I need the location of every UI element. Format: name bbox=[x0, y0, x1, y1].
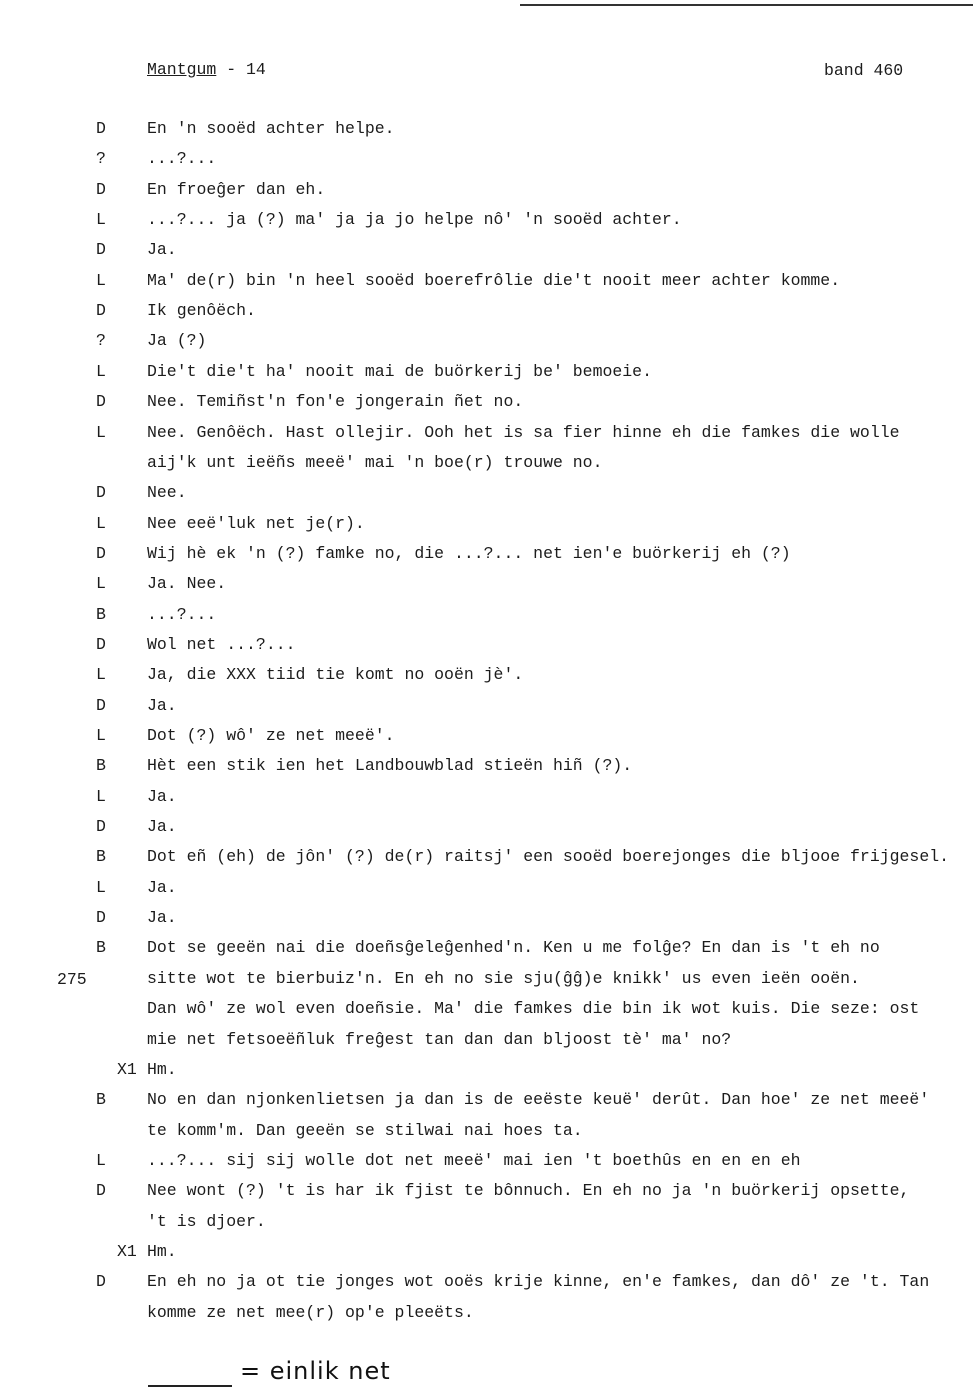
speaker-label: D bbox=[96, 392, 106, 412]
utterance-text: Ma' de(r) bin 'n heel sooëd boerefrôlie die't nooit meer achter komme. bbox=[147, 270, 841, 290]
utterance-text: Ik genôëch. bbox=[147, 301, 256, 321]
utterance-text: Ja. bbox=[147, 240, 177, 260]
speaker-label: D bbox=[96, 240, 106, 260]
utterance-text: Ja, die XXX tiid tie komt no ooën jè'. bbox=[147, 665, 524, 685]
speaker-label: D bbox=[96, 301, 106, 321]
utterance-text: Nee wont (?) 't is har ik fjist te bônnuch. En eh no ja 'n buörkerij opsette, bbox=[147, 1181, 910, 1201]
speaker-label: D bbox=[96, 543, 106, 563]
utterance-text: Ja. bbox=[147, 877, 177, 897]
place-name: Mantgum bbox=[147, 60, 217, 79]
speaker-label: D bbox=[96, 179, 106, 199]
band-label: band 460 bbox=[824, 61, 904, 80]
speaker-label: L bbox=[96, 422, 106, 442]
utterance-text: En 'n sooëd achter helpe. bbox=[147, 119, 395, 138]
speaker-label: L bbox=[96, 210, 106, 230]
speaker-label: D bbox=[96, 1272, 106, 1292]
utterance-text: sitte wot te bierbuiz'n. En eh no sie sju(ĝĝ)e knikk' us even ieën ooën. bbox=[147, 968, 860, 988]
utterance-text: Dot se geeën nai die doeñsĝeleĝenhed'n. Ken u me folĝe? En dan is 't eh no bbox=[147, 938, 880, 958]
speaker-label: L bbox=[96, 513, 106, 533]
utterance-text: Wij hè ek 'n (?) famke no, die ...?... net ien'e buörkerij eh (?) bbox=[147, 543, 791, 563]
utterance-text: ...?... bbox=[147, 604, 217, 624]
speaker-label: L bbox=[96, 270, 106, 290]
utterance-text: Ja. bbox=[147, 908, 177, 928]
footer-rule bbox=[148, 1385, 232, 1387]
speaker-label: B bbox=[96, 847, 106, 867]
utterance-text: ...?... sij sij wolle dot net meeë' mai ien 't boethûs en en en eh bbox=[147, 1150, 801, 1170]
utterance-text: ...?... bbox=[147, 149, 217, 169]
speaker-label: L bbox=[96, 877, 106, 897]
speaker-label: D bbox=[96, 817, 106, 837]
speaker-label: D bbox=[96, 483, 106, 503]
speaker-label: B bbox=[96, 604, 106, 624]
utterance-text: Nee. Temiñst'n fon'e jongerain ñet no. bbox=[147, 392, 524, 412]
utterance-text: mie net fetsoeëñluk freĝest tan dan dan bljoost tè' ma' no? bbox=[147, 1029, 732, 1049]
page-number: - 14 bbox=[216, 60, 266, 79]
speaker-label: L bbox=[96, 786, 106, 806]
speaker-label: L bbox=[96, 574, 106, 594]
speaker-label: B bbox=[96, 938, 106, 958]
utterance-text: 't is djoer. bbox=[147, 1211, 266, 1231]
utterance-text: aij'k unt ieëñs meeë' mai 'n boe(r) trouwe no. bbox=[147, 452, 603, 472]
utterance-text: te komm'm. Dan geeën se stilwai nai hoes ta. bbox=[147, 1120, 583, 1140]
speaker-label: ? bbox=[96, 331, 106, 351]
speaker-label: B bbox=[96, 756, 106, 776]
utterance-text: Dan wô' ze wol even doeñsie. Ma' die famkes die bin ik wot kuis. Die seze: ost bbox=[147, 999, 920, 1019]
utterance-text: Nee eeë'luk net je(r). bbox=[147, 513, 365, 533]
speaker-label: D bbox=[96, 1181, 106, 1201]
speaker-label: D bbox=[96, 908, 106, 928]
speaker-label: L bbox=[96, 361, 106, 381]
utterance-text: komme ze net mee(r) op'e pleeëts. bbox=[147, 1302, 474, 1322]
handwritten-footnote: = einlik net bbox=[240, 1357, 391, 1385]
utterance-text: Wol net ...?... bbox=[147, 634, 296, 654]
speaker-label: D bbox=[96, 634, 106, 654]
page-header-left bbox=[147, 60, 266, 79]
utterance-text: En eh no ja ot tie jonges wot ooës krije kinne, en'e famkes, dan dô' ze 't. Tan bbox=[147, 1272, 930, 1292]
utterance-text: Nee. Genôëch. Hast ollejir. Ooh het is sa fier hinne eh die famkes die wolle bbox=[147, 422, 900, 442]
speaker-label: L bbox=[96, 726, 106, 745]
speaker-label: D bbox=[96, 119, 106, 138]
utterance-text: Hèt een stik ien het Landbouwblad stieën hiñ (?). bbox=[147, 756, 633, 776]
utterance-text: ...?... ja (?) ma' ja ja jo helpe nô' 'n sooëd achter. bbox=[147, 210, 682, 230]
speaker-label: X1 bbox=[117, 1241, 137, 1261]
utterance-text: Ja. Nee. bbox=[147, 574, 227, 594]
top-rule bbox=[520, 4, 973, 6]
speaker-label: ? bbox=[96, 149, 106, 169]
utterance-text: Ja. bbox=[147, 817, 177, 837]
utterance-text: Ja (?) bbox=[147, 331, 207, 351]
margin-number: 275 bbox=[57, 970, 87, 989]
utterance-text: En froeĝer dan eh. bbox=[147, 179, 326, 199]
utterance-text: Hm. bbox=[147, 1241, 177, 1261]
speaker-label: L bbox=[96, 1150, 106, 1170]
utterance-text: Nee. bbox=[147, 483, 187, 503]
speaker-label: B bbox=[96, 1090, 106, 1110]
utterance-text: Ja. bbox=[147, 695, 177, 715]
utterance-text: Dot eñ (eh) de jôn' (?) de(r) raitsj' een sooëd boerejonges die bljooe frijgesel. bbox=[147, 847, 950, 867]
speaker-label: X1 bbox=[117, 1059, 137, 1079]
utterance-text: Dot (?) wô' ze net meeë'. bbox=[147, 726, 395, 745]
utterance-text: Die't die't ha' nooit mai de buörkerij be' bemoeie. bbox=[147, 361, 652, 381]
utterance-text: Ja. bbox=[147, 786, 177, 806]
speaker-label: L bbox=[96, 665, 106, 685]
speaker-label: D bbox=[96, 695, 106, 715]
utterance-text: Hm. bbox=[147, 1059, 177, 1079]
utterance-text: No en dan njonkenlietsen ja dan is de eeëste keuë' derût. Dan hoe' ze net meeë' bbox=[147, 1090, 930, 1110]
